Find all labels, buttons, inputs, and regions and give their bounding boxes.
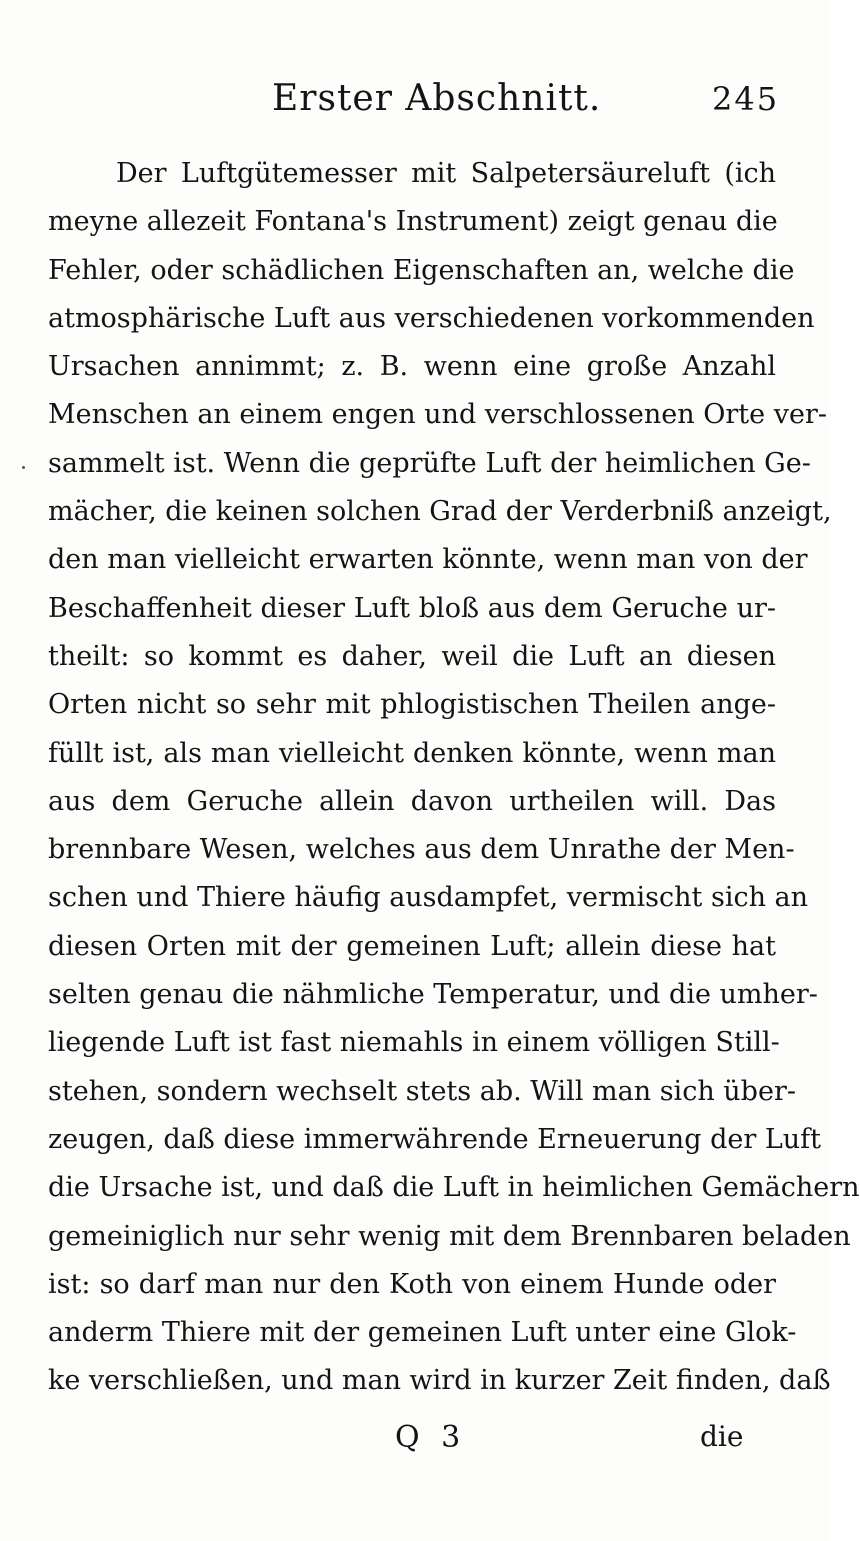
text-line: liegende Luft ist fast niemahls in einem völligen Still- [48,1027,780,1059]
text-line: Menschen an einem engen und verschlossenen Orte ver- [48,399,827,431]
text-line: Fehler, oder schädlichen Eigenschaften an, welche die [48,254,795,286]
text-line: schen und Thiere häufig ausdampfet, vermischt sich an [48,882,809,914]
text-line: Ursachen annimmt; z. B. wenn eine große Anzahl [48,351,776,383]
ink-speck [22,466,25,469]
header-title: Erster Abschnitt. [272,78,602,119]
page-footer [0,1420,830,1470]
page-number: 245 [712,80,780,118]
body-text [48,150,860,1406]
text-line: sammelt ist. Wenn die geprüfte Luft der heimlichen Ge- [48,447,811,479]
catchword: die [700,1420,744,1453]
text-line: füllt ist, als man vielleicht denken könnte, wenn man [48,737,776,769]
text-line: Orten nicht so sehr mit phlogistischen Theilen ange- [48,689,776,721]
text-line: brennbare Wesen, welches aus dem Unrathe der Men- [48,834,795,866]
text-line: selten genau die nähmliche Temperatur, und die umher- [48,979,818,1011]
running-header [0,78,830,128]
text-line: die Ursache ist, und daß die Luft in heimlichen Gemächern [48,1172,860,1204]
signature-mark: Q 3 [395,1420,467,1455]
text-line: zeugen, daß diese immerwährende Erneuerung der Luft [48,1123,821,1155]
text-line: atmosphärische Luft aus verschiedenen vorkommenden [48,302,815,334]
text-line: stehen, sondern wechselt stets ab. Will man sich über- [48,1075,796,1107]
text-line: aus dem Geruche allein davon urtheilen will. Das [48,785,776,817]
text-line: Der Luftgütemesser mit Salpetersäureluft (ich [116,158,776,189]
text-line: diesen Orten mit der gemeinen Luft; allein diese hat [48,930,776,962]
text-line: gemeiniglich nur sehr wenig mit dem Brennbaren beladen [48,1220,851,1252]
text-line: den man vielleicht erwarten könnte, wenn man von der [48,544,808,576]
text-line: anderm Thiere mit der gemeinen Luft unter eine Glok- [48,1317,797,1349]
text-line: Beschaffenheit dieser Luft bloß aus dem Geruche ur- [48,592,776,624]
text-line: mächer, die keinen solchen Grad der Verderbniß anzeigt, [48,496,832,528]
text-line: meyne allezeit Fontana's Instrument) zeigt genau die [48,206,778,238]
text-line: theilt: so kommt es daher, weil die Luft an diesen [48,640,776,672]
text-line: ist: so darf man nur den Koth von einem Hunde oder [48,1268,776,1300]
text-line: ke verschließen, und man wird in kurzer Zeit finden, daß [48,1365,831,1397]
